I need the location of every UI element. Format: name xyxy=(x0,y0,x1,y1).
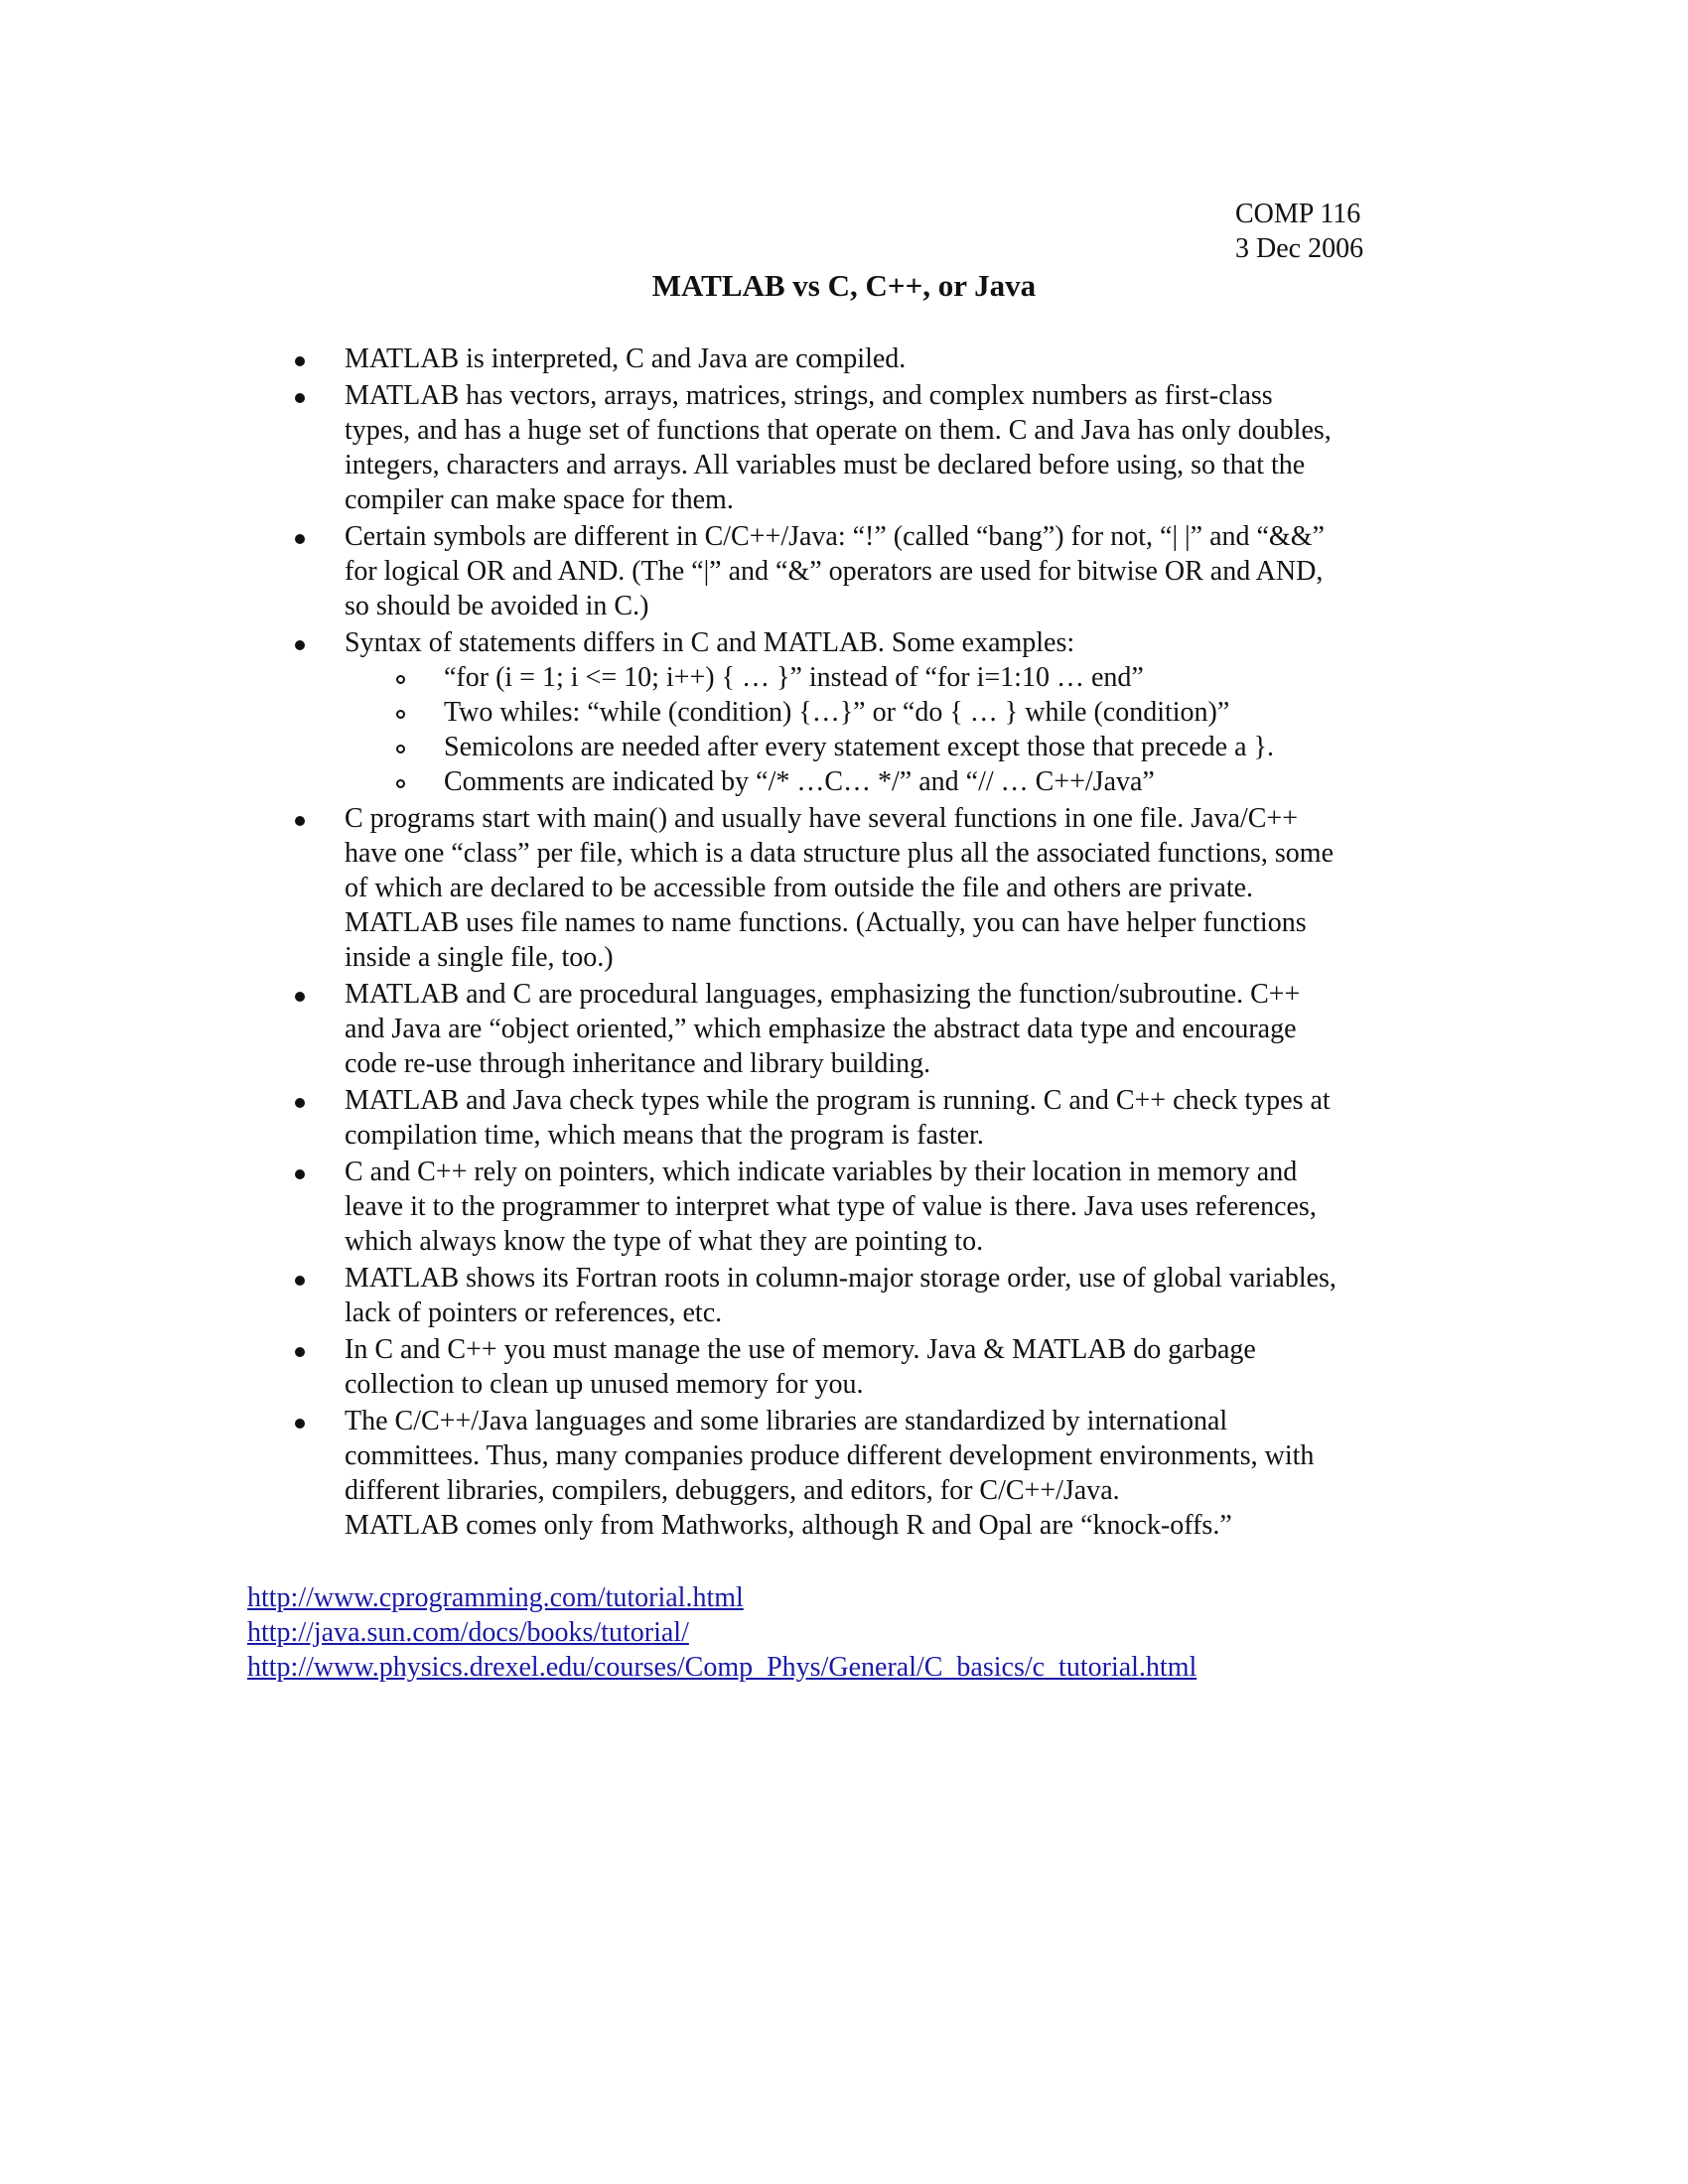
bullet-line: inside a single file, too.) xyxy=(345,942,614,973)
bullet-line: compiler can make space for them. xyxy=(345,484,734,515)
sub-bullet-text: “for (i = 1; i <= 10; i++) { … }” instead of “for i=1:10 … end” xyxy=(444,662,1144,693)
sub-bullet-list xyxy=(345,660,1437,799)
sub-bullet-item xyxy=(345,730,1437,764)
sub-bullet-item xyxy=(345,764,1437,799)
bullet-line: MATLAB has vectors, arrays, matrices, strings, and complex numbers as first-class xyxy=(345,380,1273,411)
bullet-line: In C and C++ you must manage the use of memory. Java & MATLAB do garbage xyxy=(345,1334,1256,1365)
bullet-line: MATLAB is interpreted, C and Java are compiled. xyxy=(345,343,907,374)
bullet-line: Certain symbols are different in C/C++/Java: “!” (called “bang”) for not, “| |” and “&&” xyxy=(345,521,1325,552)
course-date: 3 Dec 2006 xyxy=(1235,233,1364,264)
bullet-dot-icon xyxy=(295,816,305,826)
sub-bullet-text: Two whiles: “while (condition) {…}” or “do { … } while (condition)” xyxy=(444,697,1230,728)
bullet-dot-icon xyxy=(295,992,305,1002)
bullet-line: integers, characters and arrays. All variables must be declared before using, so that the xyxy=(345,450,1306,480)
bullet-line: code re-use through inheritance and library building. xyxy=(345,1048,931,1079)
link-list xyxy=(247,1580,1196,1685)
sub-bullet-item xyxy=(345,660,1437,695)
bullet-dot-icon xyxy=(295,640,305,650)
bullet-line: different libraries, compilers, debuggers, and editors, for C/C++/Java. xyxy=(345,1475,1120,1506)
bullet-line: MATLAB shows its Fortran roots in column-major storage order, use of global variables, xyxy=(345,1263,1336,1294)
bullet-line: and Java are “object oriented,” which emphasize the abstract data type and encourage xyxy=(345,1014,1297,1044)
bullet-line: MATLAB comes only from Mathworks, although R and Opal are “knock-offs.” xyxy=(345,1510,1232,1541)
bullet-line: types, and has a huge set of functions that operate on them. C and Java has only doubles, xyxy=(345,415,1332,446)
bullet-line: so should be avoided in C.) xyxy=(345,591,649,621)
sub-bullet-text: Semicolons are needed after every statement except those that precede a }. xyxy=(444,732,1274,762)
bullet-line: MATLAB and Java check types while the program is running. C and C++ check types at xyxy=(345,1085,1331,1116)
bullet-item xyxy=(345,977,1437,1081)
bullet-item xyxy=(345,519,1437,623)
bullet-line: MATLAB and C are procedural languages, emphasizing the function/subroutine. C++ xyxy=(345,979,1301,1010)
bullet-dot-icon xyxy=(295,1169,305,1179)
bullet-line: committees. Thus, many companies produce different development environments, with xyxy=(345,1440,1315,1471)
bullet-item xyxy=(345,1083,1437,1153)
bullet-item xyxy=(345,1332,1437,1402)
bullet-item xyxy=(345,1155,1437,1259)
bullet-line: leave it to the programmer to interpret what type of value is there. Java uses references, xyxy=(345,1191,1317,1222)
tutorial-link[interactable]: http://java.sun.com/docs/books/tutorial/ xyxy=(247,1617,689,1648)
bullet-line: compilation time, which means that the program is faster. xyxy=(345,1120,984,1151)
bullet-line: of which are declared to be accessible from outside the file and others are private. xyxy=(345,873,1254,903)
bullet-list xyxy=(345,341,1437,1545)
page-title: MATLAB vs C, C++, or Java xyxy=(651,268,1037,303)
tutorial-link[interactable]: http://www.physics.drexel.edu/courses/Comp_Phys/General/C_basics/c_tutorial.html xyxy=(247,1652,1197,1683)
tutorial-link[interactable]: http://www.cprogramming.com/tutorial.html xyxy=(247,1582,744,1613)
bullet-line: C programs start with main() and usually have several functions in one file. Java/C++ xyxy=(345,803,1299,834)
bullet-item xyxy=(345,801,1437,975)
bullet-dot-icon xyxy=(295,393,305,403)
bullet-line: Syntax of statements differs in C and MATLAB. Some examples: xyxy=(345,627,1075,658)
bullet-dot-icon xyxy=(295,1098,305,1108)
bullet-item xyxy=(345,1404,1437,1543)
bullet-item xyxy=(345,1261,1437,1330)
hollow-circle-bullet-icon xyxy=(396,745,405,753)
hollow-circle-bullet-icon xyxy=(396,779,405,788)
hollow-circle-bullet-icon xyxy=(396,710,405,719)
bullet-line: C and C++ rely on pointers, which indicate variables by their location in memory and xyxy=(345,1157,1298,1187)
bullet-line: which always know the type of what they are pointing to. xyxy=(345,1226,984,1257)
bullet-item xyxy=(345,341,1437,376)
bullet-dot-icon xyxy=(295,1419,305,1429)
sub-bullet-item xyxy=(345,695,1437,730)
bullet-item xyxy=(345,378,1437,517)
bullet-line: for logical OR and AND. (The “|” and “&” operators are used for bitwise OR and AND, xyxy=(345,556,1324,587)
bullet-line: have one “class” per file, which is a data structure plus all the associated functions, some xyxy=(345,838,1334,869)
bullet-dot-icon xyxy=(295,534,305,544)
bullet-line: collection to clean up unused memory for you. xyxy=(345,1369,864,1400)
course-code: COMP 116 xyxy=(1235,199,1361,229)
bullet-dot-icon xyxy=(295,356,305,366)
bullet-line: The C/C++/Java languages and some libraries are standardized by international xyxy=(345,1406,1228,1436)
bullet-dot-icon xyxy=(295,1347,305,1357)
hollow-circle-bullet-icon xyxy=(396,675,405,684)
bullet-line: lack of pointers or references, etc. xyxy=(345,1297,723,1328)
bullet-dot-icon xyxy=(295,1276,305,1286)
course-info xyxy=(1235,197,1363,266)
bullet-line: MATLAB uses file names to name functions. (Actually, you can have helper functions xyxy=(345,907,1307,938)
sub-bullet-text: Comments are indicated by “/* …C… */” and “// … C++/Java” xyxy=(444,766,1155,797)
bullet-item xyxy=(345,625,1437,799)
